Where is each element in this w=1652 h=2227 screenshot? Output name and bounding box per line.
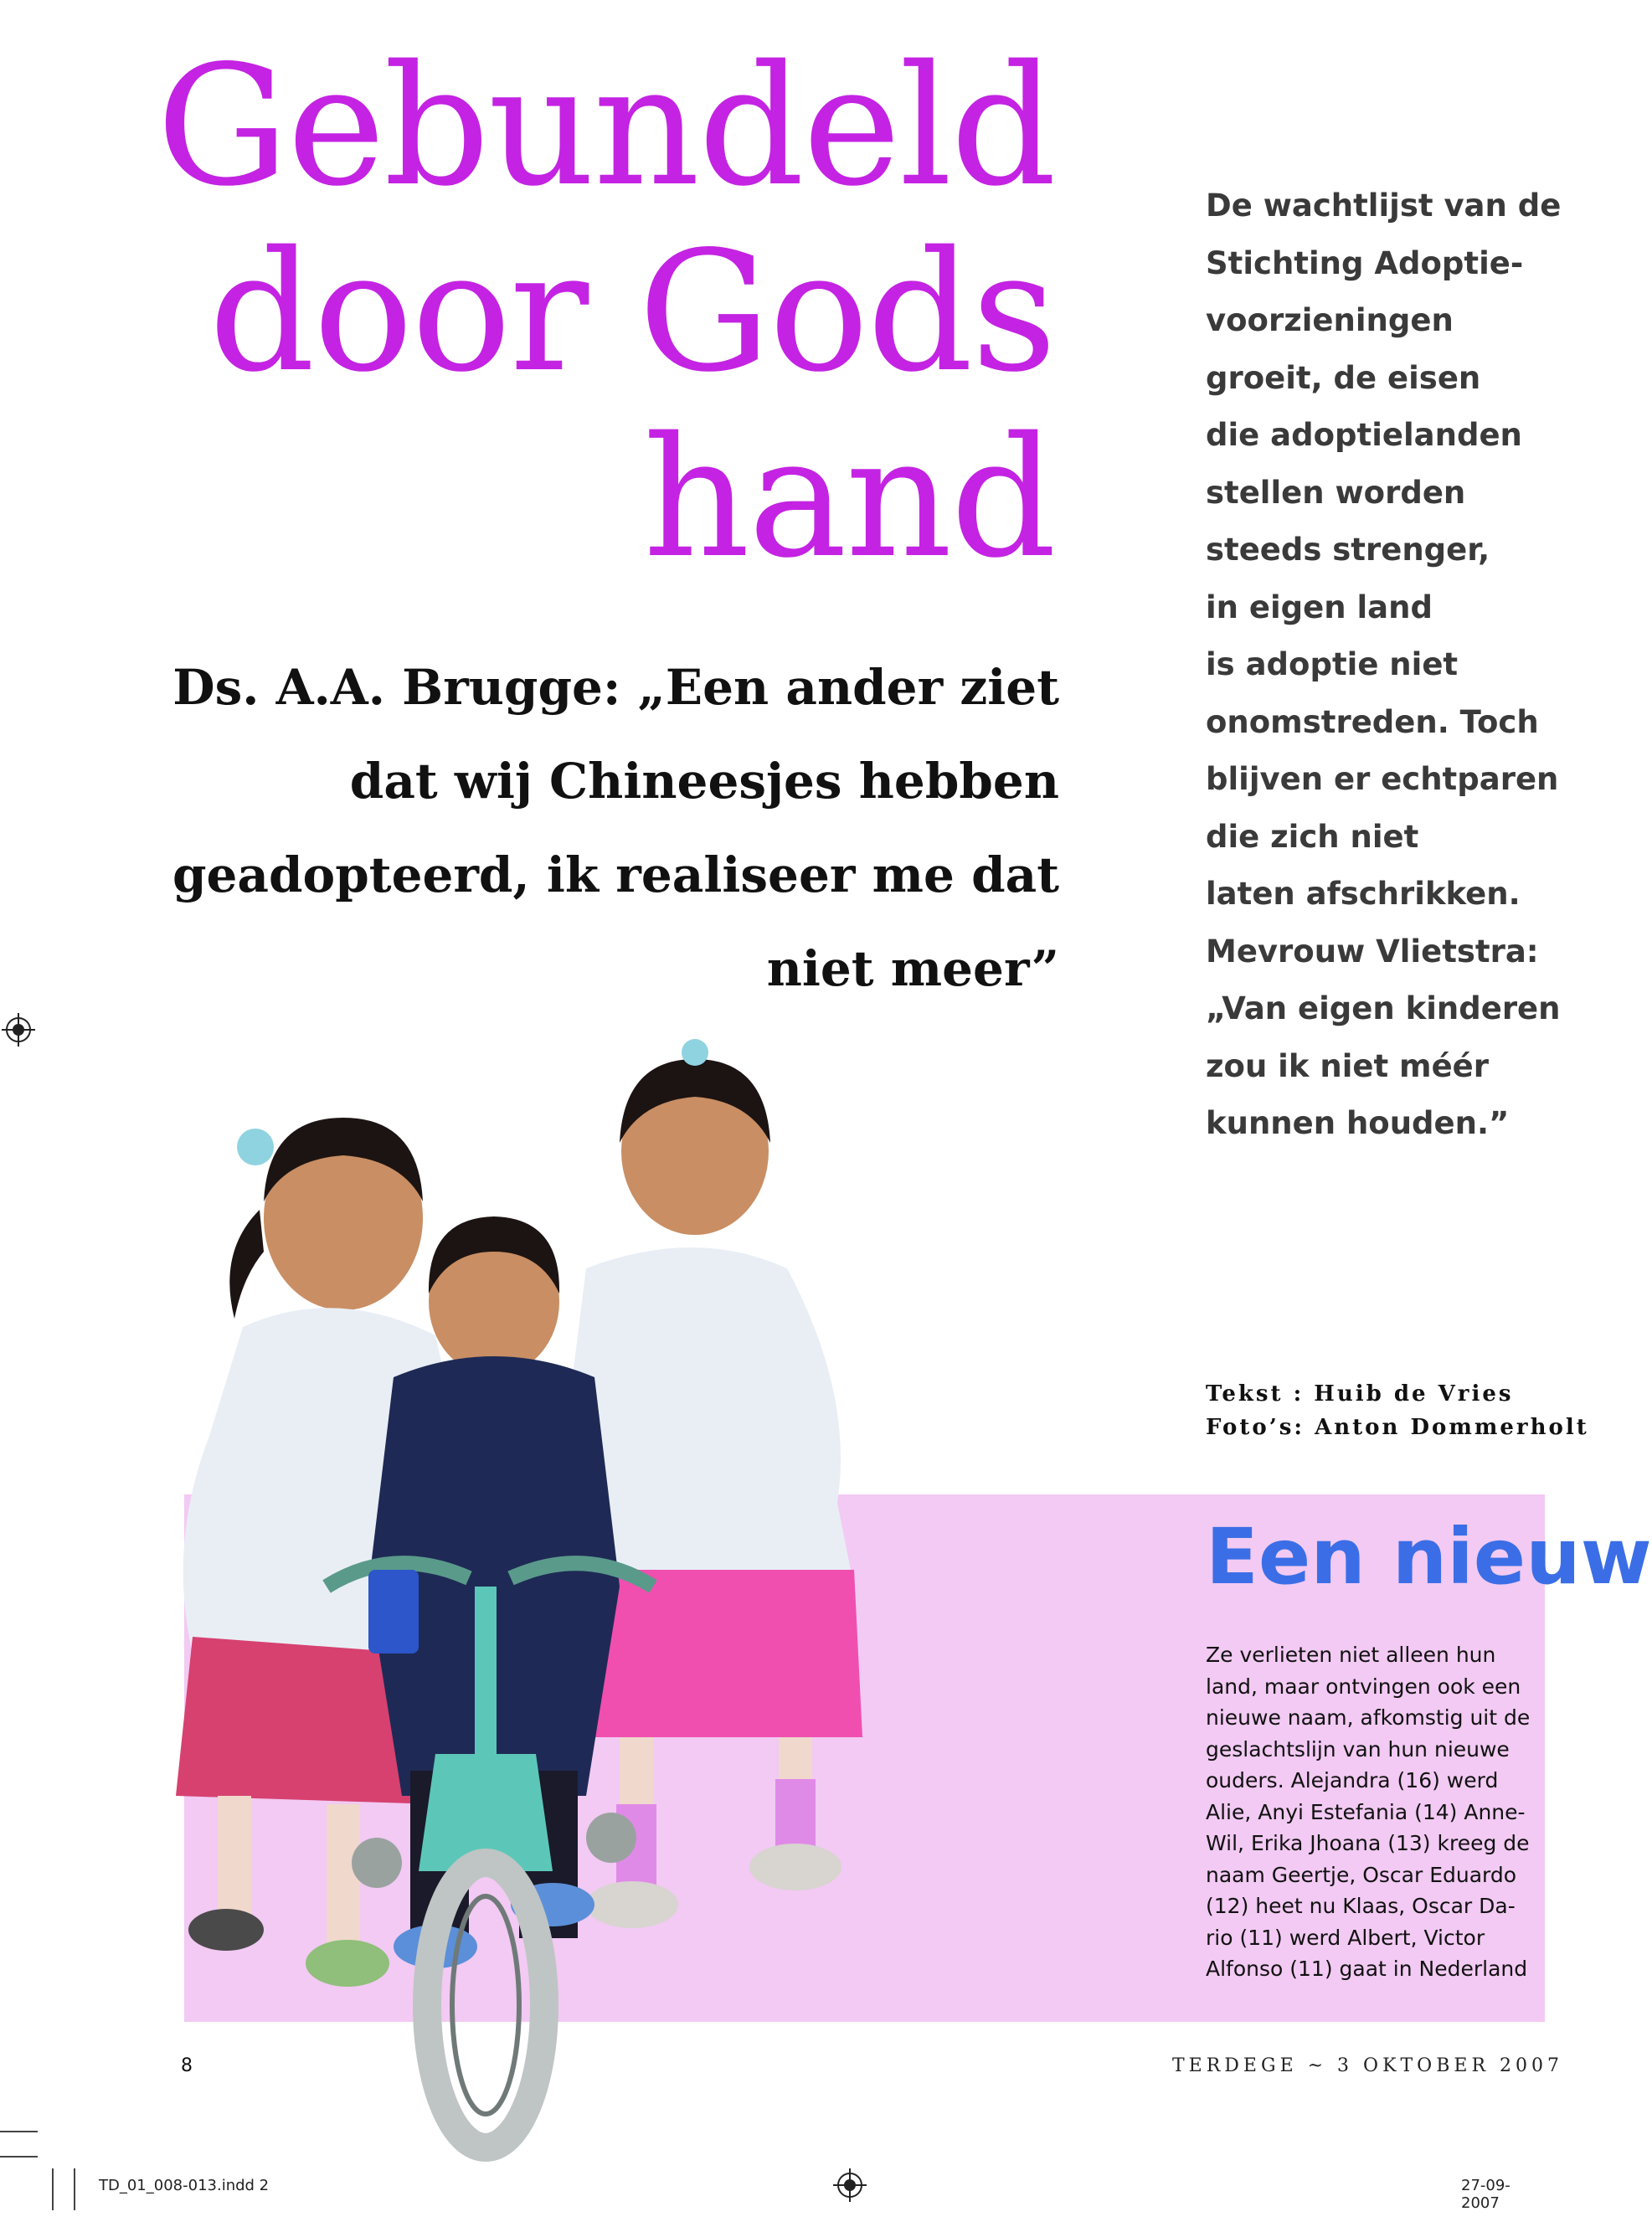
right-girl-figure [568, 1039, 863, 1928]
sidebar-line: Ze verlieten niet alleen hun [1206, 1643, 1496, 1667]
intro-line: Stichting Adoptie- [1206, 244, 1524, 281]
sidebar-line: naam Geertje, Oscar Eduardo [1206, 1862, 1517, 1887]
sidebar-line: rio (11) werd Albert, Victor [1206, 1925, 1485, 1950]
intro-line: blijven er echtparen [1206, 761, 1559, 797]
intro-line: stellen worden [1206, 474, 1466, 511]
crop-mark [74, 2168, 75, 2210]
headline-line-1: Gebundeld [156, 29, 1055, 223]
intro-line: „Van eigen kinderen [1206, 990, 1561, 1026]
sidebar-line: Wil, Erika Jhoana (13) kreeg de [1206, 1831, 1530, 1855]
photo-credit: Foto’s: Anton Dommerholt [1206, 1415, 1589, 1440]
crop-mark [0, 2156, 38, 2158]
intro-line: onomstreden. Toch [1206, 703, 1539, 740]
sidebar-line: (12) heet nu Klaas, Oscar Da- [1206, 1894, 1516, 1918]
intro-line: groeit, de eisen [1206, 359, 1481, 396]
intro-line: die adoptielanden [1206, 417, 1522, 453]
text-credit: Tekst : Huib de Vries [1206, 1381, 1514, 1407]
sidebar-line: ouders. Alejandra (16) werd [1206, 1768, 1499, 1792]
subheadline-line-3: geadopteerd, ik realiseer me dat [172, 846, 1059, 903]
subheadline-line-1: Ds. A.A. Brugge: „Een ander ziet [172, 659, 1059, 716]
children-with-bicycle-photo [117, 1000, 1055, 2156]
print-slug-file: TD_01_008-013.indd 2 [99, 2177, 270, 2194]
intro-line: steeds strenger, [1206, 532, 1490, 568]
sidebar-line: geslachtslijn van hun nieuwe [1206, 1736, 1510, 1762]
sidebar-line: Alfonso (11) gaat in Nederland [1206, 1957, 1528, 1981]
crop-mark [0, 2131, 38, 2132]
intro-line: kunnen houden.” [1206, 1105, 1510, 1141]
registration-mark-icon [833, 2168, 867, 2202]
page-number: 8 [181, 2055, 193, 2076]
print-slug-date: 27-09-2007 [1461, 2177, 1510, 2212]
intro-line: zou ik niet méér [1206, 1047, 1490, 1084]
intro-line: in eigen land [1206, 589, 1433, 625]
intro-line: laten afschrikken. [1206, 876, 1521, 912]
sidebar-box-text [1206, 1639, 1541, 1985]
sidebar-line: nieuwe naam, afkomstig uit de [1206, 1705, 1531, 1730]
sidebar-line: land, maar ontvingen ook een [1206, 1674, 1521, 1699]
article-credits [1206, 1377, 1589, 1444]
intro-line: is adoptie niet [1206, 646, 1459, 682]
subheadline-line-2: dat wij Chineesjes hebben [349, 753, 1059, 810]
intro-paragraph [1206, 177, 1562, 1153]
intro-line: voorzieningen [1206, 302, 1454, 338]
registration-mark-icon [2, 1013, 35, 1047]
intro-line: Mevrouw Vlietstra: [1206, 933, 1539, 969]
subheadline-quote [167, 640, 1059, 1016]
intro-line: De wachtlijst van de [1206, 188, 1562, 224]
running-head: TERDEGE ~ 3 OKTOBER 2007 [1172, 2055, 1563, 2076]
headline-line-3: hand [643, 401, 1055, 594]
headline-line-2: door Gods [208, 215, 1055, 409]
crop-mark [52, 2168, 54, 2210]
sidebar-box-title: Een nieuw [1206, 1512, 1652, 1602]
subheadline-line-4: niet meer” [766, 940, 1059, 997]
headline [151, 29, 1055, 594]
intro-line: die zich niet [1206, 818, 1419, 855]
sidebar-line: Alie, Anyi Estefania (14) Anne- [1206, 1799, 1526, 1824]
